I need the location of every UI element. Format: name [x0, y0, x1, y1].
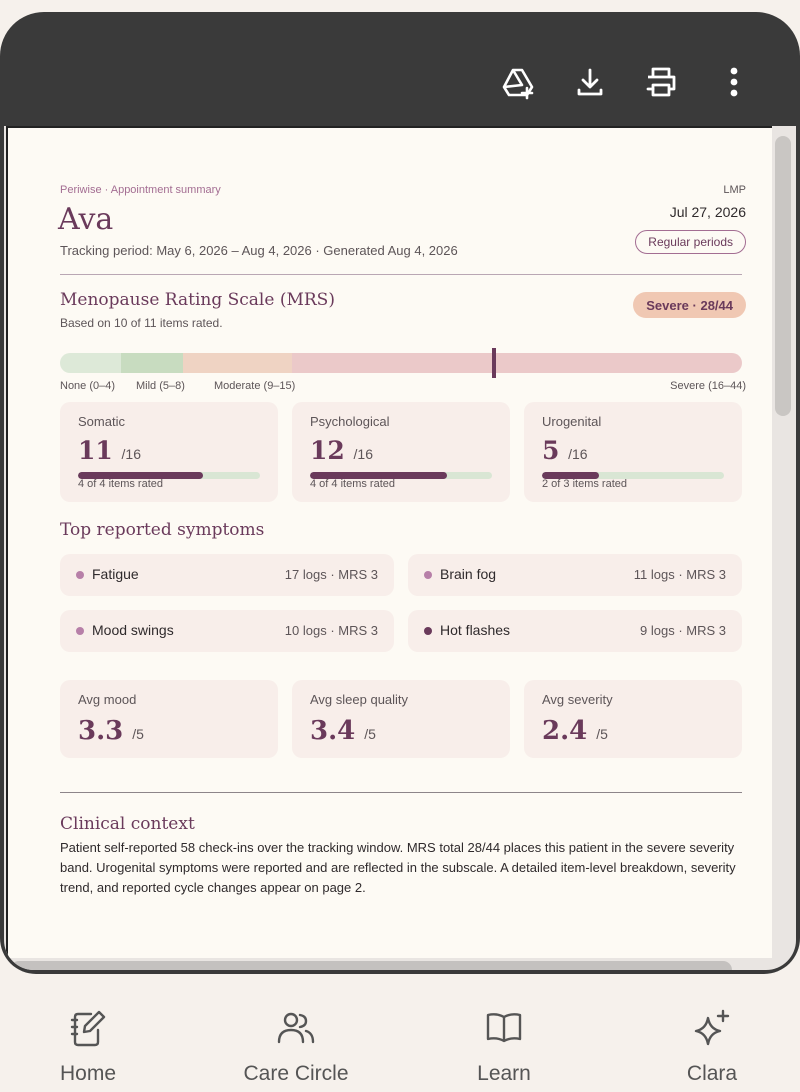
patient-name: Ava	[58, 202, 114, 237]
severity-badge: Severe · 28/44	[633, 292, 746, 318]
subscale-label: Urogenital	[542, 414, 602, 429]
period-regularity-badge: Regular periods	[635, 230, 746, 254]
book-icon	[484, 1008, 524, 1048]
nav-label: Home	[59, 1062, 117, 1085]
subscale-label: Psychological	[310, 414, 390, 429]
context-divider	[60, 792, 742, 793]
symptom-item-mood-swings	[60, 610, 394, 652]
nav-clara[interactable]	[612, 976, 800, 1092]
symptom-meta: 9 logs · MRS 3	[640, 623, 726, 638]
lmp-date: Jul 27, 2026	[669, 204, 746, 220]
subscale-card-urogenital	[524, 402, 742, 502]
symptom-dot	[76, 627, 84, 635]
nav-label: Care Circle	[243, 1062, 349, 1085]
avg-value: 2.4 /5	[542, 716, 608, 746]
symptom-dot	[424, 627, 432, 635]
horizontal-scrollbar[interactable]	[10, 961, 732, 970]
avg-card-mood	[60, 680, 278, 758]
symptom-meta: 17 logs · MRS 3	[284, 567, 378, 582]
subscale-value: 5 /16	[542, 436, 588, 465]
band-label-mild: Mild (5–8)	[136, 380, 185, 392]
sparkle-icon	[692, 1008, 732, 1048]
subscale-value: 11 /16	[78, 436, 141, 465]
symptom-meta: 11 logs · MRS 3	[633, 567, 726, 582]
bottom-nav	[0, 976, 800, 1092]
band-segment	[292, 353, 742, 373]
nav-care-circle[interactable]	[196, 976, 396, 1092]
nav-home[interactable]	[0, 976, 188, 1092]
avg-value: 3.3 /5	[78, 716, 144, 746]
symptom-item-brain-fog	[408, 554, 742, 596]
breadcrumb: Periwise · Appointment summary	[60, 184, 221, 196]
symptom-dot	[424, 571, 432, 579]
context-title: Clinical context	[60, 814, 195, 834]
download-icon[interactable]	[572, 64, 608, 100]
nav-learn[interactable]	[404, 976, 604, 1092]
band-label-none: None (0–4)	[60, 380, 116, 392]
nav-label: Clara	[686, 1062, 738, 1085]
avg-label: Avg mood	[78, 692, 137, 707]
pdf-viewer-frame	[0, 12, 800, 974]
tracking-period: Tracking period: May 6, 2026 – Aug 4, 2026 · Generated Aug 4, 2026	[60, 243, 458, 258]
nav-label: Learn	[477, 1062, 531, 1085]
journal-icon	[69, 1008, 107, 1048]
avg-card-severity	[524, 680, 742, 758]
print-icon[interactable]	[643, 64, 679, 100]
mrs-title: Menopause Rating Scale (MRS)	[60, 290, 335, 310]
subscale-value: 12 /16	[310, 436, 373, 465]
symptom-name: Hot flashes	[440, 622, 511, 638]
vertical-scrollbar[interactable]	[775, 136, 791, 416]
drive-add-icon[interactable]	[500, 64, 536, 100]
symptoms-title: Top reported symptoms	[60, 520, 265, 540]
symptom-name: Brain fog	[440, 566, 497, 582]
band-label-moderate: Moderate (9–15)	[214, 380, 296, 392]
subscale-card-somatic	[60, 402, 278, 502]
avg-label: Avg sleep quality	[310, 692, 409, 707]
avg-card-sleep	[292, 680, 510, 758]
subscale-card-psychological	[292, 402, 510, 502]
subscale-rated: 2 of 3 items rated	[542, 478, 627, 490]
document-viewer[interactable]	[4, 126, 796, 970]
report-page	[6, 126, 772, 958]
symptom-item-hot-flashes	[408, 610, 742, 652]
symptom-item-fatigue	[60, 554, 394, 596]
symptom-meta: 10 logs · MRS 3	[284, 623, 378, 638]
avg-label: Avg severity	[542, 692, 613, 707]
mrs-subtitle: Based on 10 of 11 items rated.	[60, 316, 223, 330]
avg-value: 3.4 /5	[310, 716, 376, 746]
subscale-label: Somatic	[78, 414, 125, 429]
band-segment	[183, 353, 292, 373]
more-vert-icon[interactable]	[716, 64, 752, 100]
people-icon	[276, 1008, 316, 1048]
header-divider	[60, 274, 742, 275]
symptom-name: Mood swings	[92, 622, 174, 638]
symptom-name: Fatigue	[92, 566, 139, 582]
mrs-severity-band	[60, 353, 742, 373]
context-text: Patient self-reported 58 check-ins over the tracking window. MRS total 28/44 places this patient in the severe severity band. Urogenital symptoms were reported and are reflected in the subscale. A detailed item-level breakdown, severity trend, and reported cycle changes appear on page 2.	[60, 840, 736, 895]
band-label-severe: Severe (16–44)	[670, 380, 746, 392]
band-segment	[121, 353, 182, 373]
lmp-label: LMP	[723, 184, 746, 196]
symptom-dot	[76, 571, 84, 579]
subscale-rated: 4 of 4 items rated	[78, 478, 163, 490]
band-segment	[60, 353, 121, 373]
subscale-rated: 4 of 4 items rated	[310, 478, 395, 490]
mrs-score-marker	[492, 348, 496, 378]
